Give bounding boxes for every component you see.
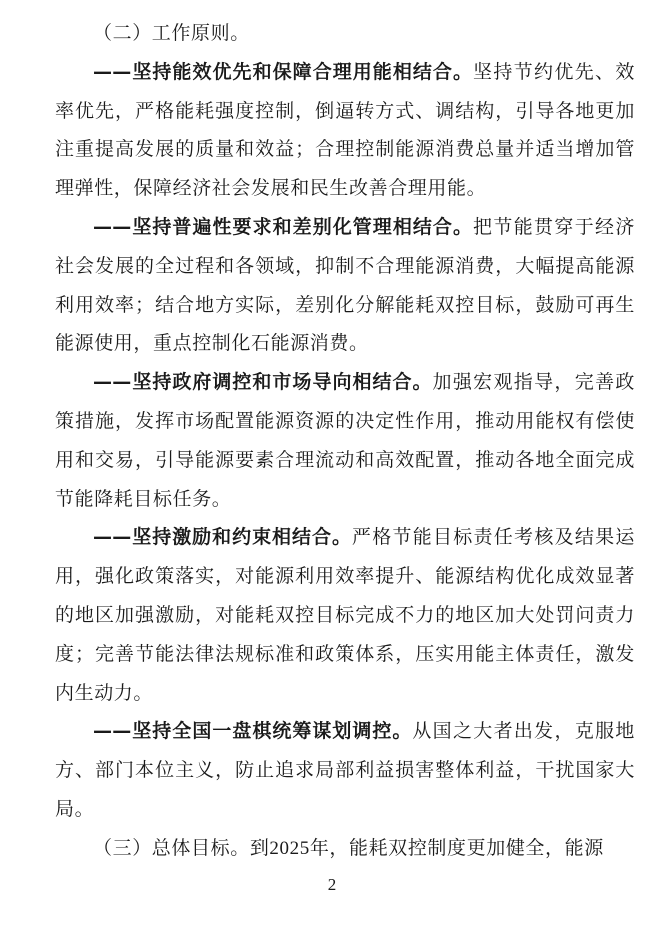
principle-paragraph-2 [55,208,635,363]
principle-lead: ——坚持政府调控和市场导向相结合。 [93,371,433,394]
principle-lead: ——坚持激励和约束相结合。 [93,526,352,549]
principle-lead: ——坚持能效优先和保障合理用能相结合。 [93,60,474,83]
body-text [55,14,635,869]
principle-paragraph-5 [55,712,635,828]
principle-paragraph-3 [55,363,635,518]
principle-body: 加强宏观指导，完善政策措施，发挥市场配置能源资源的决定性作用，推动用能权有偿使用和交易，引导能源要素合理流动和高效配置，推动各地全面完成节能降耗目标任务。 [55,371,635,510]
section-heading-overall-target: （三）总体目标。 [93,836,250,859]
principle-body: 把节能贯穿于经济社会发展的全过程和各领域，抑制不合理能源消费，大幅提高能源利用效率；结合地方实际，差别化分解能耗双控目标，鼓励可再生能源使用，重点控制化石能源消费。 [55,215,635,355]
target-text-suffix: 年，能耗双控制度更加健全，能源 [309,836,604,859]
principle-lead: ——坚持普遍性要求和差别化管理相结合。 [93,215,474,238]
principle-paragraph-1 [55,53,635,208]
target-year: 2025 [269,837,310,859]
principle-body: 严格节能目标责任考核及结果运用，强化政策落实，对能源利用效率提升、能源结构优化成效显著的地区加强激励，对能耗双控目标完成不力的地区加大处罚问责力度；完善节能法律法规标准和政策体系，压实用能主体责任，激发内生动力。 [55,526,636,704]
principle-paragraph-4 [55,518,635,712]
section-heading-work-principles [55,14,635,53]
principle-lead: ——坚持全国一盘棋统筹谋划调控。 [93,720,413,743]
section-heading-text: （二）工作原则。 [93,22,250,44]
page-number: 2 [327,875,337,894]
principle-body: 从国之大者出发，克服地方、部门本位主义，防止追求局部利益损害整体利益，干扰国家大局。 [55,720,635,820]
target-text-prefix: 到 [249,836,270,859]
overall-target-paragraph [55,829,635,869]
principle-body: 坚持节约优先、效率优先，严格能耗强度控制，倒逼转方式、调结构，引导各地更加注重提高发展的质量和效益；合理控制能源消费总量并适当增加管理弹性，保障经济社会发展和民生改善合理用能。 [55,60,635,200]
